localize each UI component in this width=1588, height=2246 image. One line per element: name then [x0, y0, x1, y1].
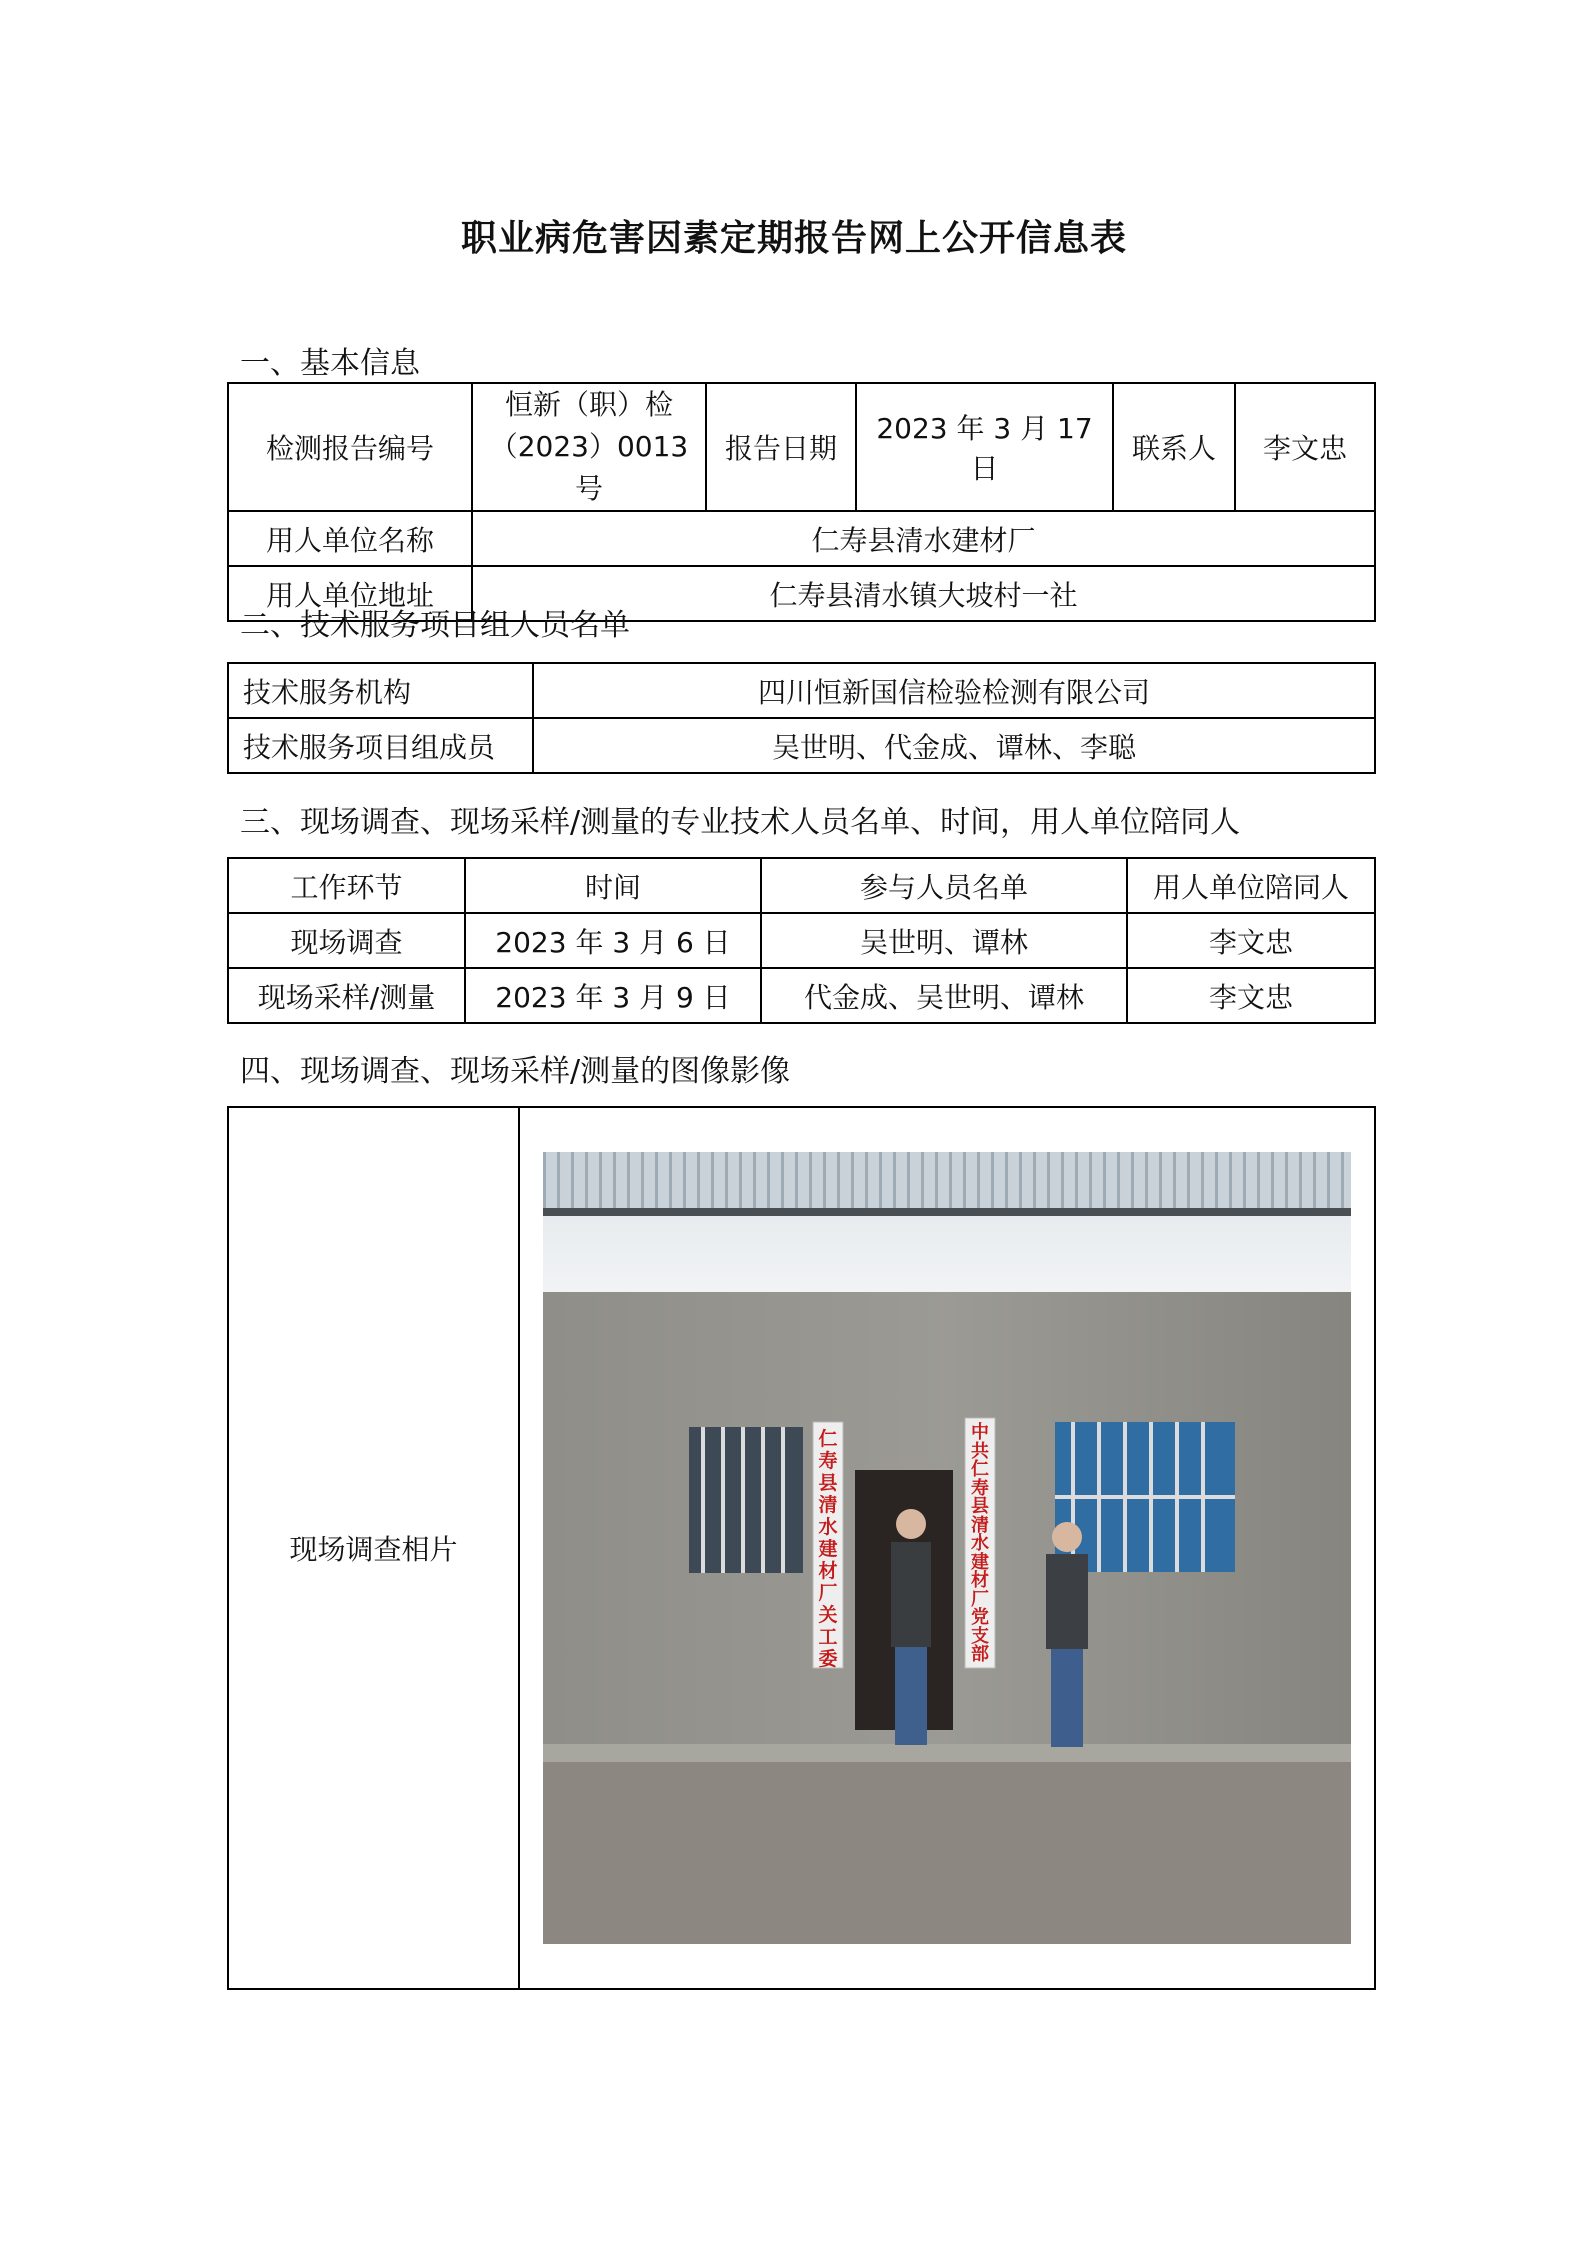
- contact-value: 李文忠: [1235, 383, 1375, 511]
- header-stage: 工作环节: [228, 858, 465, 913]
- photo-label: 现场调查相片: [228, 1107, 519, 1989]
- cell-escort: 李文忠: [1127, 913, 1375, 968]
- site-survey-photo: [543, 1152, 1351, 1944]
- section-heading-field-work: 三、现场调查、现场采样/测量的专业技术人员名单、时间，用人单位陪同人: [240, 805, 1241, 840]
- cell-stage: 现场调查: [228, 913, 465, 968]
- team-table: [227, 662, 1376, 774]
- contact-label: 联系人: [1113, 383, 1235, 511]
- report-date-value: 2023 年 3 月 17 日: [856, 383, 1113, 511]
- section-heading-photos: 四、现场调查、现场采样/测量的图像影像: [240, 1054, 791, 1089]
- cell-time: 2023 年 3 月 6 日: [465, 913, 761, 968]
- report-date-label: 报告日期: [706, 383, 856, 511]
- employer-name-label: 用人单位名称: [228, 511, 472, 566]
- site-photo-illustration: [543, 1152, 1351, 1944]
- section-heading-team: 二、技术服务项目组人员名单: [240, 608, 630, 643]
- cell-stage: 现场采样/测量: [228, 968, 465, 1023]
- photo-table: [227, 1106, 1376, 1990]
- employer-name-value: 仁寿县清水建材厂: [472, 511, 1375, 566]
- basic-info-table: [227, 382, 1376, 622]
- cell-escort: 李文忠: [1127, 968, 1375, 1023]
- table-row: [228, 968, 1375, 1023]
- page-title: 职业病危害因素定期报告网上公开信息表: [460, 218, 1127, 259]
- service-org-label: 技术服务机构: [228, 663, 533, 718]
- field-work-table: [227, 857, 1376, 1024]
- header-participants: 参与人员名单: [761, 858, 1127, 913]
- employer-address-label: 用人单位地址: [228, 566, 472, 621]
- sign-left-text: 仁寿县清水建材厂关工委: [818, 1428, 838, 1670]
- report-no-value: 恒新（职）检（2023）0013 号: [472, 383, 706, 511]
- employer-address-value: 仁寿县清水镇大坡村一社: [472, 566, 1375, 621]
- header-time: 时间: [465, 858, 761, 913]
- cell-participants: 吴世明、谭林: [761, 913, 1127, 968]
- table-row: [228, 913, 1375, 968]
- team-members-label: 技术服务项目组成员: [228, 718, 533, 773]
- header-escort: 用人单位陪同人: [1127, 858, 1375, 913]
- cell-participants: 代金成、吴世明、谭林: [761, 968, 1127, 1023]
- team-members-value: 吴世明、代金成、谭林、李聪: [533, 718, 1375, 773]
- sign-right-text: 中共仁寿县清水建材厂党支部: [971, 1422, 989, 1665]
- section-heading-basic-info: 一、基本信息: [240, 346, 420, 381]
- service-org-value: 四川恒新国信检验检测有限公司: [533, 663, 1375, 718]
- report-no-label: 检测报告编号: [228, 383, 472, 511]
- cell-time: 2023 年 3 月 9 日: [465, 968, 761, 1023]
- photo-cell: [519, 1107, 1375, 1989]
